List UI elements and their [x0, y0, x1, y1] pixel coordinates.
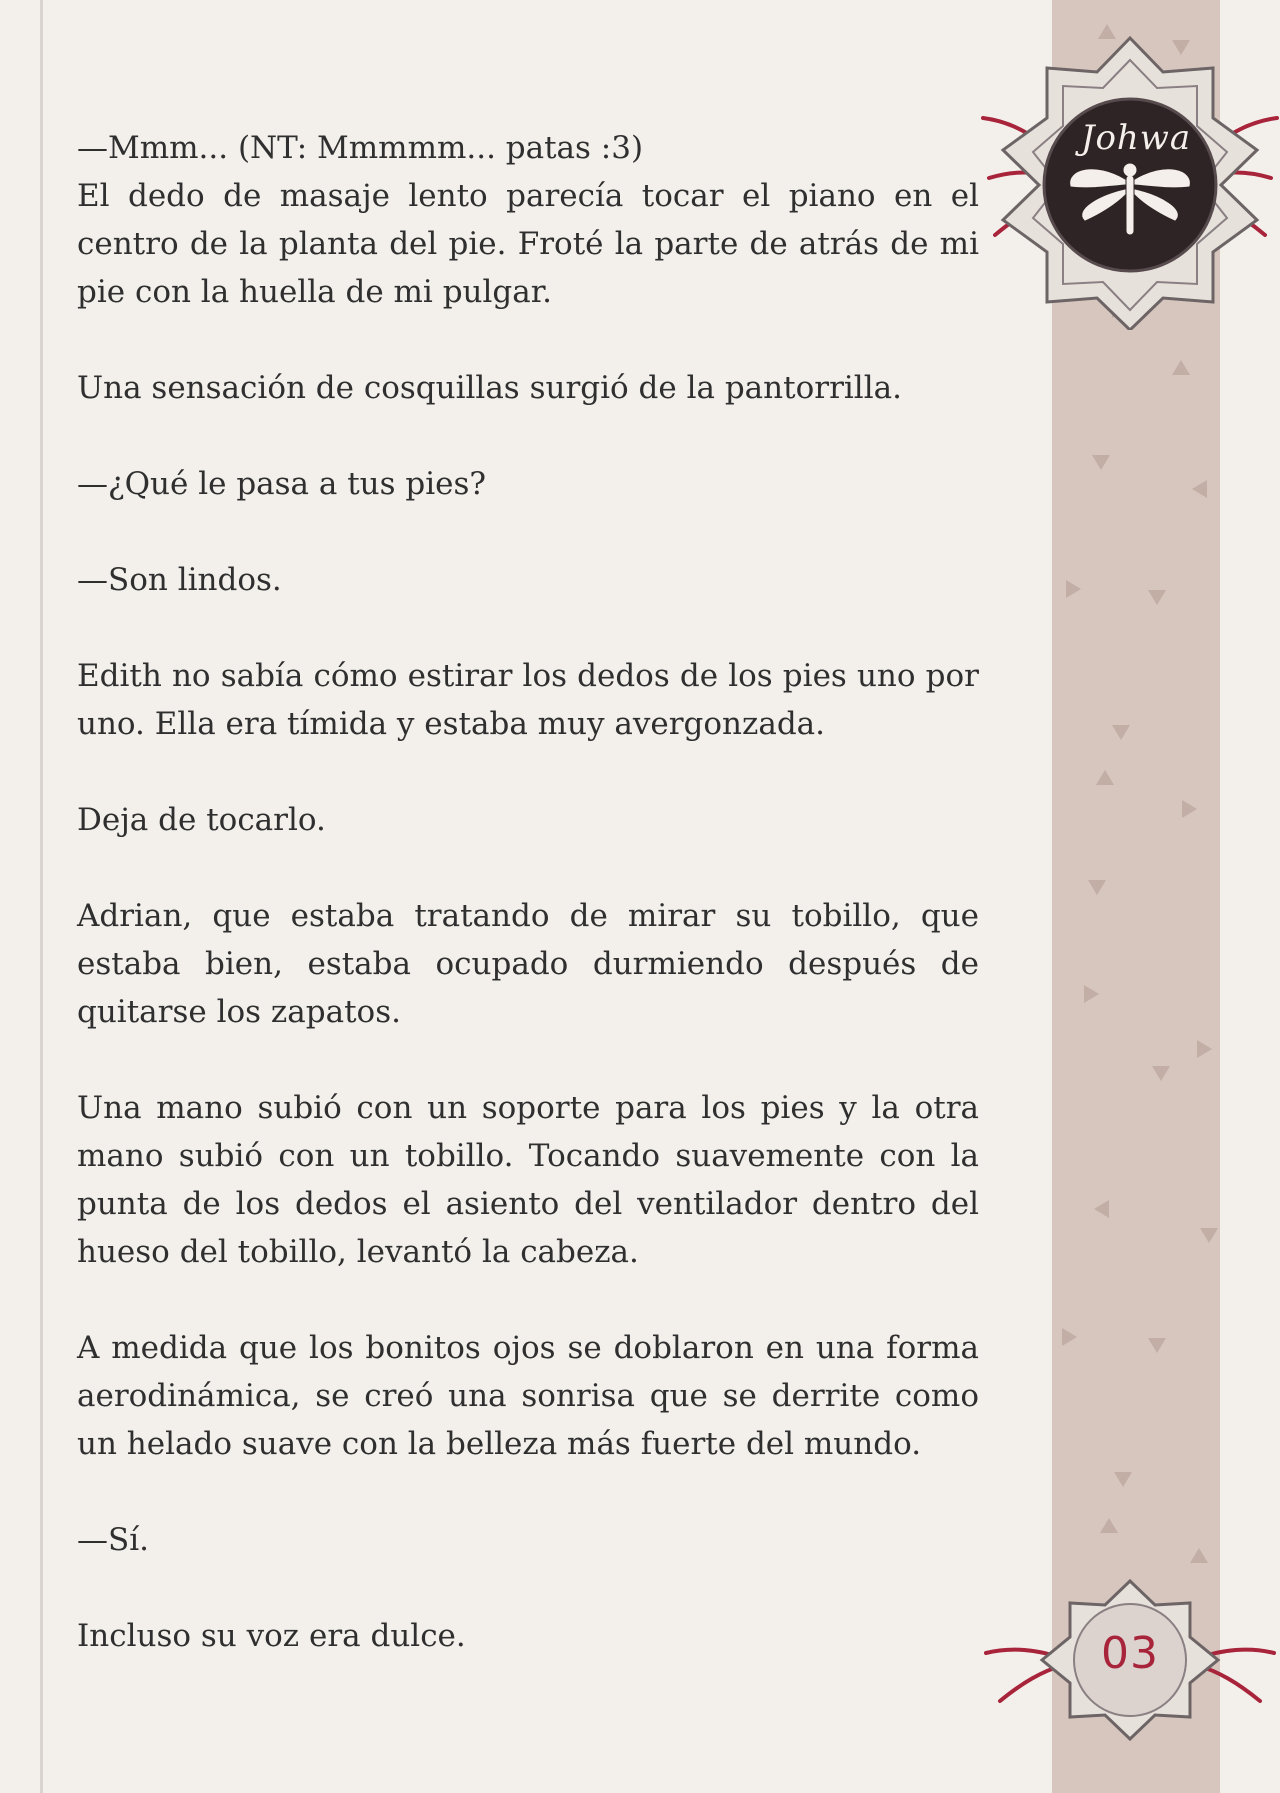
paragraph-5: Edith no sabía cómo estirar los dedos de los pies uno por uno. Ella era tímida y estaba muy avergonzada. — [77, 658, 979, 742]
band-triangle-icon — [1112, 725, 1130, 740]
band-triangle-icon — [1062, 1328, 1077, 1346]
band-triangle-icon — [1182, 800, 1197, 818]
paragraph-3: —¿Qué le pasa a tus pies? — [77, 466, 487, 502]
band-triangle-icon — [1088, 880, 1106, 895]
paragraph-9: A medida que los bonitos ojos se doblaron en una forma aerodinámica, se creó una sonrisa que se derrite como un helado suave con la belleza más fuerte del mundo. — [77, 1330, 979, 1462]
band-triangle-icon — [1094, 1200, 1109, 1218]
band-triangle-icon — [1096, 770, 1114, 785]
band-triangle-icon — [1148, 1338, 1166, 1353]
left-margin-rule — [40, 0, 43, 1793]
band-triangle-icon — [1100, 1518, 1118, 1533]
band-triangle-icon — [1084, 985, 1099, 1003]
paragraph-7: Adrian, que estaba tratando de mirar su tobillo, que estaba bien, estaba ocupado durmiendo después de quitarse los zapatos. — [77, 898, 979, 1030]
paragraph-4: —Son lindos. — [77, 562, 282, 598]
paragraph-8: Una mano subió con un soporte para los pies y la otra mano subió con un tobillo. Tocando suavemente con la punta de los dedos el asiento del ventilador dentro del hueso del tobillo, levantó la cabeza. — [77, 1090, 979, 1270]
band-triangle-icon — [1152, 1066, 1170, 1081]
band-triangle-icon — [1190, 1548, 1208, 1563]
text-column — [77, 124, 979, 1660]
paragraph-2: Una sensación de cosquillas surgió de la pantorrilla. — [77, 370, 902, 406]
emblem-title: Johwa — [1080, 118, 1192, 158]
paragraph-1-line-1: —Mmm... (NT: Mmmmm... patas :3) — [77, 130, 644, 166]
dragonfly-emblem — [975, 30, 1280, 330]
band-triangle-icon — [1148, 590, 1166, 605]
paragraph-6: Deja de tocarlo. — [77, 802, 326, 838]
band-triangle-icon — [1066, 580, 1081, 598]
band-triangle-icon — [1200, 1228, 1218, 1243]
paragraph-10: —Sí. — [77, 1522, 150, 1558]
band-triangle-icon — [1092, 455, 1110, 470]
page-number: 03 — [1101, 1628, 1159, 1679]
band-triangle-icon — [1192, 480, 1207, 498]
paragraph-11: Incluso su voz era dulce. — [77, 1618, 466, 1654]
band-triangle-icon — [1197, 1040, 1212, 1058]
band-triangle-icon — [1172, 360, 1190, 375]
paragraph-1-line-2: El dedo de masaje lento parecía tocar el piano en el centro de la planta del pie. Froté la parte de atrás de mi pie con la huella de mi pulgar. — [77, 178, 979, 310]
band-triangle-icon — [1114, 1472, 1132, 1487]
paragraph-1 — [77, 124, 979, 316]
